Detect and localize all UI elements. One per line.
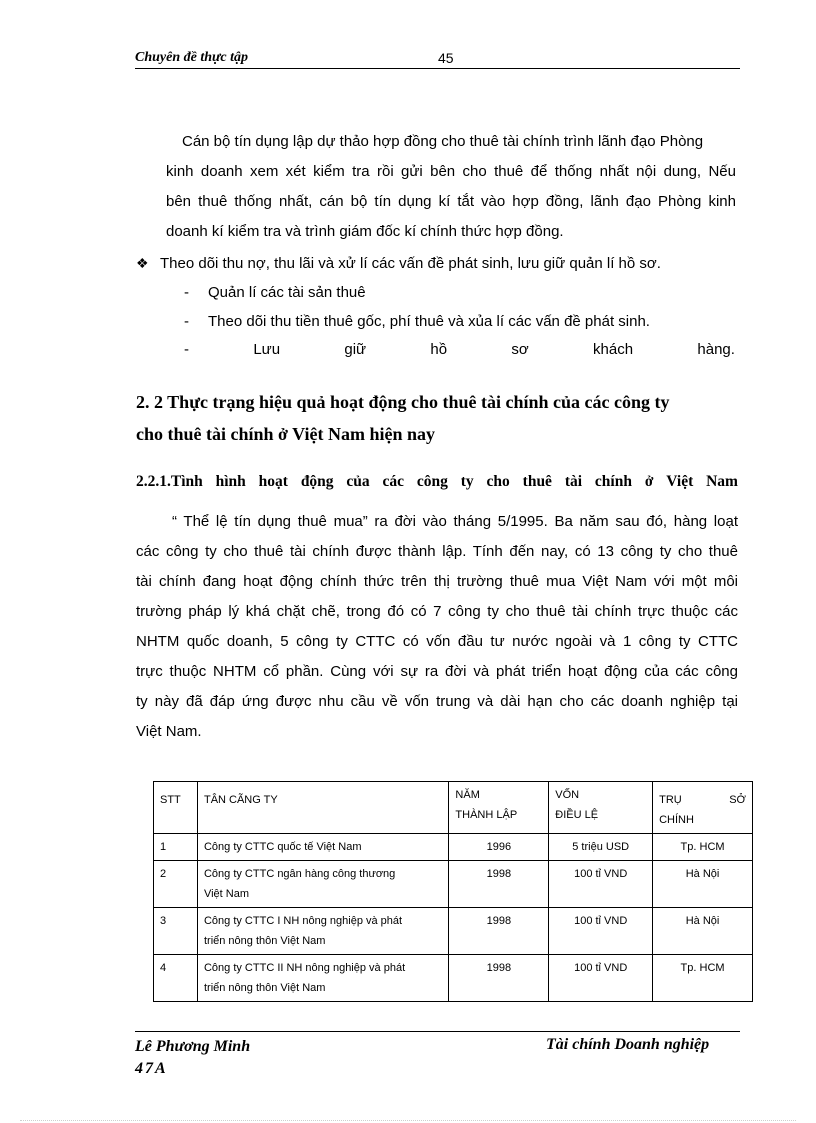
- dash-symbol: -: [184, 341, 189, 358]
- word: các: [382, 473, 405, 490]
- header-stt: STT: [154, 782, 198, 834]
- paragraph-line: trường pháp lý khá chặt chẽ, trong đó có 7 công ty cho thuê tài chính trực thuộc các: [136, 603, 738, 620]
- cell-capital: 100 tỉ VND: [549, 955, 653, 1002]
- cell-year: 1998: [449, 955, 549, 1002]
- word: chính: [594, 473, 632, 490]
- paragraph-line: kinh doanh xem xét kiểm tra rồi gửi bên cho thuê để thống nhất nội dung, Nếu: [166, 163, 736, 180]
- word: thuê: [522, 473, 552, 490]
- leasing-companies-table: [153, 781, 753, 1002]
- paragraph-leasing-overview: [136, 507, 738, 747]
- table-header-row: [154, 782, 753, 834]
- word: ty: [460, 473, 474, 490]
- word: Lưu: [253, 341, 281, 358]
- cell-year: 1998: [449, 908, 549, 955]
- header-year-line1: NĂM: [455, 789, 480, 801]
- header-hq-line2: CHÍNH: [659, 814, 694, 826]
- paragraph-line: các công ty cho thuê tài chính được thành lập. Tính đến nay, có 13 công ty cho thuê: [136, 543, 738, 560]
- diamond-bullet-icon: ❖: [136, 255, 149, 271]
- word: hàng.: [697, 341, 735, 358]
- paragraph-line: Việt Nam.: [136, 723, 202, 740]
- paragraph-line: bên thuê thống nhất, cán bộ tín dụng kí tắt vào hợp đồng, lãnh đạo Phòng kinh: [166, 193, 736, 210]
- word: động: [300, 473, 334, 490]
- footer-department: Tài chính Doanh nghiệp: [546, 1036, 710, 1053]
- table-row: [154, 834, 753, 861]
- cell-headquarters: Tp. HCM: [653, 955, 753, 1002]
- word: giữ: [344, 341, 367, 358]
- paragraph-approval-process: [166, 127, 736, 247]
- dash-symbol: -: [184, 313, 189, 330]
- header-title: Chuyên đề thực tập: [135, 50, 249, 65]
- footer-class: 47A: [135, 1060, 168, 1077]
- paragraph-line: trực thuộc NHTM cổ phần. Cùng với sự ra đời và phát triển hoạt động của các công: [136, 663, 738, 680]
- paragraph-line: NHTM quốc doanh, 5 công ty CTTC có vốn đầu tư nước ngoài và 1 công ty CTTC: [136, 633, 738, 650]
- dash-item: [184, 313, 650, 330]
- word: công: [416, 473, 448, 490]
- cell-company-name: Công ty CTTC I NH nông nghiệp và phát triển nông thôn Việt Nam: [197, 908, 448, 955]
- paragraph-line: Cán bộ tín dụng lập dự thảo hợp đồng cho thuê tài chính trình lãnh đạo Phòng: [182, 133, 704, 150]
- footer-rule: [135, 1031, 740, 1032]
- header-year-line2: THÀNH LẬP: [455, 809, 518, 821]
- footer-author-block: [135, 1036, 250, 1080]
- paragraph-line: “ Thể lệ tín dụng thuê mua” ra đời vào tháng 5/1995. Ba năm sau đó, hàng loạt: [172, 513, 738, 530]
- header-capital-line1: VỐN: [555, 789, 580, 801]
- cell-company-name: Công ty CTTC ngân hàng công thương Việt Nam: [197, 861, 448, 908]
- word: ở: [644, 473, 654, 490]
- header-headquarters: [653, 782, 753, 834]
- word: khách: [593, 341, 634, 358]
- footer-author: Lê Phương Minh: [135, 1038, 251, 1055]
- header-year: [449, 782, 549, 834]
- word: hoạt: [258, 473, 288, 490]
- paragraph-line: ty này đã đáp ứng được nhu cầu về vốn trung và dài hạn cho các doanh nghiệp tại: [136, 693, 738, 710]
- dash-item-justified: [184, 341, 735, 358]
- cell-stt: 3: [154, 908, 198, 955]
- paragraph-line: doanh kí kiểm tra và trình giám đốc kí chính thức hợp đồng.: [166, 223, 564, 240]
- word: cho: [486, 473, 510, 490]
- cell-company-name: Công ty CTTC quốc tế Việt Nam: [197, 834, 448, 861]
- dash-symbol: -: [184, 284, 189, 301]
- paragraph-line: tài chính đang hoạt động chính thức trên thị trường thuê mua Việt Nam với một môi: [136, 573, 738, 590]
- cell-capital: 5 triệu USD: [549, 834, 653, 861]
- cell-headquarters: Hà Nội: [653, 908, 753, 955]
- cell-company-name: Công ty CTTC II NH nông nghiệp và phát triển nông thôn Việt Nam: [197, 955, 448, 1002]
- section-heading-line1: 2. 2 Thực trạng hiệu quả hoạt động cho thuê tài chính của các công ty: [136, 392, 670, 412]
- word: Việt: [666, 473, 694, 490]
- word: hình: [215, 473, 246, 490]
- subsection-heading: [136, 473, 738, 491]
- table-row: [154, 955, 753, 1002]
- bullet-text: Theo dõi thu nợ, thu lãi và xử lí các vấn đề phát sinh, lưu giữ quản lí hồ sơ.: [160, 255, 661, 272]
- cell-year: 1996: [449, 834, 549, 861]
- word: 2.2.1.Tình: [136, 473, 203, 490]
- bullet-item: [136, 255, 661, 272]
- cell-stt: 2: [154, 861, 198, 908]
- dash-item: [184, 284, 366, 301]
- dash-text: Theo dõi thu tiền thuê gốc, phí thuê và xủa lí các vấn đề phát sinh.: [208, 313, 650, 330]
- header-company-name: TÂN CÃNG TY: [197, 782, 448, 834]
- header-capital-line2: ĐIỀU LỆ: [555, 809, 599, 821]
- cell-stt: 1: [154, 834, 198, 861]
- cell-year: 1998: [449, 861, 549, 908]
- word: tài: [564, 473, 583, 490]
- cell-headquarters: Hà Nội: [653, 861, 753, 908]
- word: hồ: [430, 341, 448, 358]
- cell-headquarters: Tp. HCM: [653, 834, 753, 861]
- page-number: 45: [438, 50, 454, 66]
- page-edge-divider: [20, 1120, 796, 1121]
- word: sơ: [511, 341, 529, 358]
- cell-stt: 4: [154, 955, 198, 1002]
- word: Nam: [706, 473, 738, 490]
- page-header: [135, 50, 740, 69]
- table-row: [154, 908, 753, 955]
- dash-text: Quản lí các tài sản thuê: [208, 284, 366, 301]
- section-heading-line2: cho thuê tài chính ở Việt Nam hiện nay: [136, 424, 435, 444]
- cell-capital: 100 tỉ VND: [549, 861, 653, 908]
- word: của: [346, 473, 370, 490]
- header-hq-line1: TRỤ SỞ: [659, 794, 746, 806]
- table-row: [154, 861, 753, 908]
- header-capital: [549, 782, 653, 834]
- cell-capital: 100 tỉ VND: [549, 908, 653, 955]
